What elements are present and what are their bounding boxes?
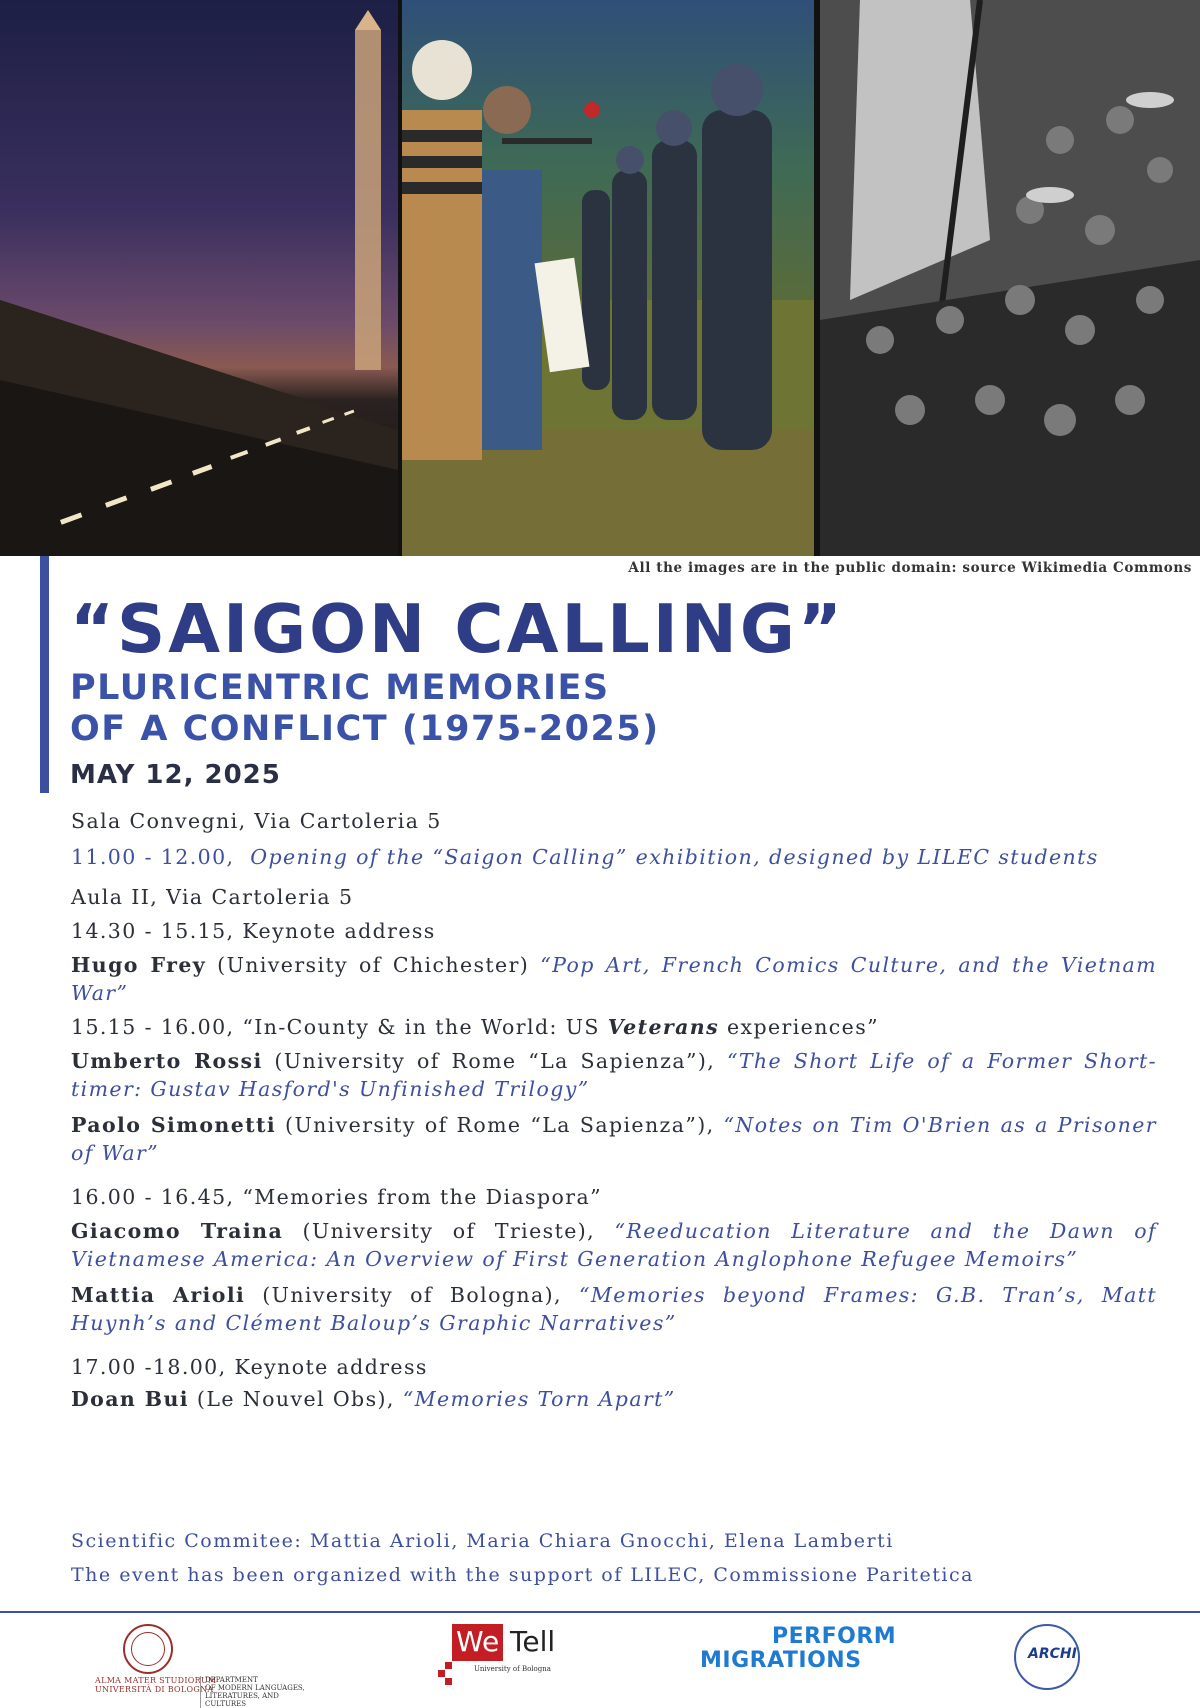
accent-bar [40, 556, 49, 793]
talk-paolo-simonetti [71, 1111, 1157, 1167]
talk-affiliation: (University of Chichester) [217, 953, 530, 977]
unibo-department [200, 1676, 305, 1708]
talk-affiliation: (University of Rome “La Sapienza”), [274, 1049, 716, 1073]
subtitle-line-1: PLURICENTRIC MEMORIES [70, 668, 610, 708]
wetell-tell: Tell [510, 1625, 556, 1658]
wetell-we: We [452, 1624, 503, 1661]
scientific-committee: Scientific Commitee: Mattia Arioli, Maria Chiara Gnocchi, Elena Lamberti [71, 1530, 894, 1552]
wetell-subtitle: University of Bologna [474, 1665, 551, 1673]
archi-text: ARCHI [1028, 1646, 1077, 1662]
opening-item [71, 843, 1157, 871]
talk-speaker: Hugo Frey [71, 953, 207, 977]
opening-text: Opening of the “Saigon Calling” exhibition, designed by LILEC students [250, 845, 1099, 869]
support-note: The event has been organized with the support of LILEC, Commissione Paritetica [71, 1564, 974, 1586]
unibo-name [95, 1676, 217, 1694]
talk-giacomo-traina [71, 1217, 1157, 1273]
wetell-square-icon [445, 1662, 452, 1669]
session-veterans [71, 1013, 1157, 1041]
unibo-logo [95, 1624, 305, 1708]
venue-aula-ii: Aula II, Via Cartoleria 5 [71, 885, 354, 909]
migrations-text: MIGRATIONS [700, 1648, 862, 1673]
talk-speaker: Paolo Simonetti [71, 1113, 277, 1137]
wetell-square-icon [438, 1670, 445, 1677]
opening-time: 11.00 - 12.00, [71, 845, 235, 869]
talk-mattia-arioli [71, 1281, 1157, 1337]
footer-divider [0, 1611, 1200, 1613]
perform-migrations-logo [700, 1624, 897, 1684]
talk-doan-bui [71, 1385, 1157, 1413]
talk-title: “Memories Torn Apart” [402, 1387, 676, 1411]
program [71, 807, 1157, 1413]
event-date: MAY 12, 2025 [70, 760, 281, 790]
image-credit: All the images are in the public domain: source Wikimedia Commons [628, 560, 1192, 576]
wetell-square-icon [445, 1678, 452, 1685]
unibo-dept-line: OF MODERN LANGUAGES, [205, 1684, 305, 1692]
talk-title: “Memories beyond Frames: G.B. Tran’s, Matt Huynh’s and Clément Baloup’s Graphic Narratives” [71, 1283, 1157, 1335]
talk-speaker: Giacomo Traina [71, 1219, 284, 1243]
talk-speaker: Doan Bui [71, 1387, 189, 1411]
subtitle-line-2: OF A CONFLICT (1975-2025) [70, 709, 660, 749]
wetell-logo [436, 1624, 586, 1694]
unibo-dept-line: LITERATURES, AND CULTURES [205, 1692, 279, 1708]
session-veterans-text-b: Veterans [607, 1015, 720, 1039]
unibo-seal-icon [123, 1624, 173, 1674]
session-keynote-1: 14.30 - 15.15, Keynote address [71, 919, 436, 943]
talk-affiliation: (University of Trieste), [302, 1219, 596, 1243]
event-subtitle [70, 668, 660, 750]
talk-title: “Notes on Tim O'Brien as a Prisoner of War” [71, 1113, 1157, 1165]
session-diaspora: 16.00 - 16.45, “Memories from the Diaspora” [71, 1185, 602, 1209]
photo-refugee-boat [820, 0, 1200, 556]
unibo-name-line: UNIVERSITÀ DI BOLOGNA [95, 1685, 214, 1694]
talk-affiliation: (University of Rome “La Sapienza”), [285, 1113, 715, 1137]
perform-text: PERFORM [772, 1624, 897, 1649]
photo-washington-monument [0, 0, 398, 556]
session-keynote-2: 17.00 -18.00, Keynote address [71, 1355, 428, 1379]
talk-hugo-frey [71, 951, 1157, 1007]
talk-affiliation: (University of Bologna), [262, 1283, 562, 1307]
unibo-name-line: ALMA MATER STUDIORUM [95, 1676, 217, 1685]
session-veterans-text-c: experiences” [719, 1015, 880, 1039]
talk-affiliation: (Le Nouvel Obs), [196, 1387, 395, 1411]
talk-title: “The Short Life of a Former Short-timer: Gustav Hasford's Unfinished Trilogy” [71, 1049, 1158, 1101]
talk-title: “Pop Art, French Comics Culture, and the Vietnam War” [71, 953, 1158, 1005]
photo-protest [402, 0, 814, 556]
header-photo-strip [0, 0, 1200, 556]
event-title: “SAIGON CALLING” [70, 590, 845, 668]
talk-umberto-rossi [71, 1047, 1157, 1103]
archi-logo [1014, 1624, 1082, 1692]
unibo-dept-line: DEPARTMENT [205, 1676, 258, 1684]
talk-speaker: Mattia Arioli [71, 1283, 246, 1307]
talk-title: “Reeducation Literature and the Dawn of Vietnamese America: An Overview of First Generation Anglophone Refugee Memoirs” [71, 1219, 1157, 1271]
session-veterans-text-a: 15.15 - 16.00, “In-County & in the World: US [71, 1015, 608, 1039]
venue-sala-convegni: Sala Convegni, Via Cartoleria 5 [71, 809, 442, 833]
talk-speaker: Umberto Rossi [71, 1049, 263, 1073]
